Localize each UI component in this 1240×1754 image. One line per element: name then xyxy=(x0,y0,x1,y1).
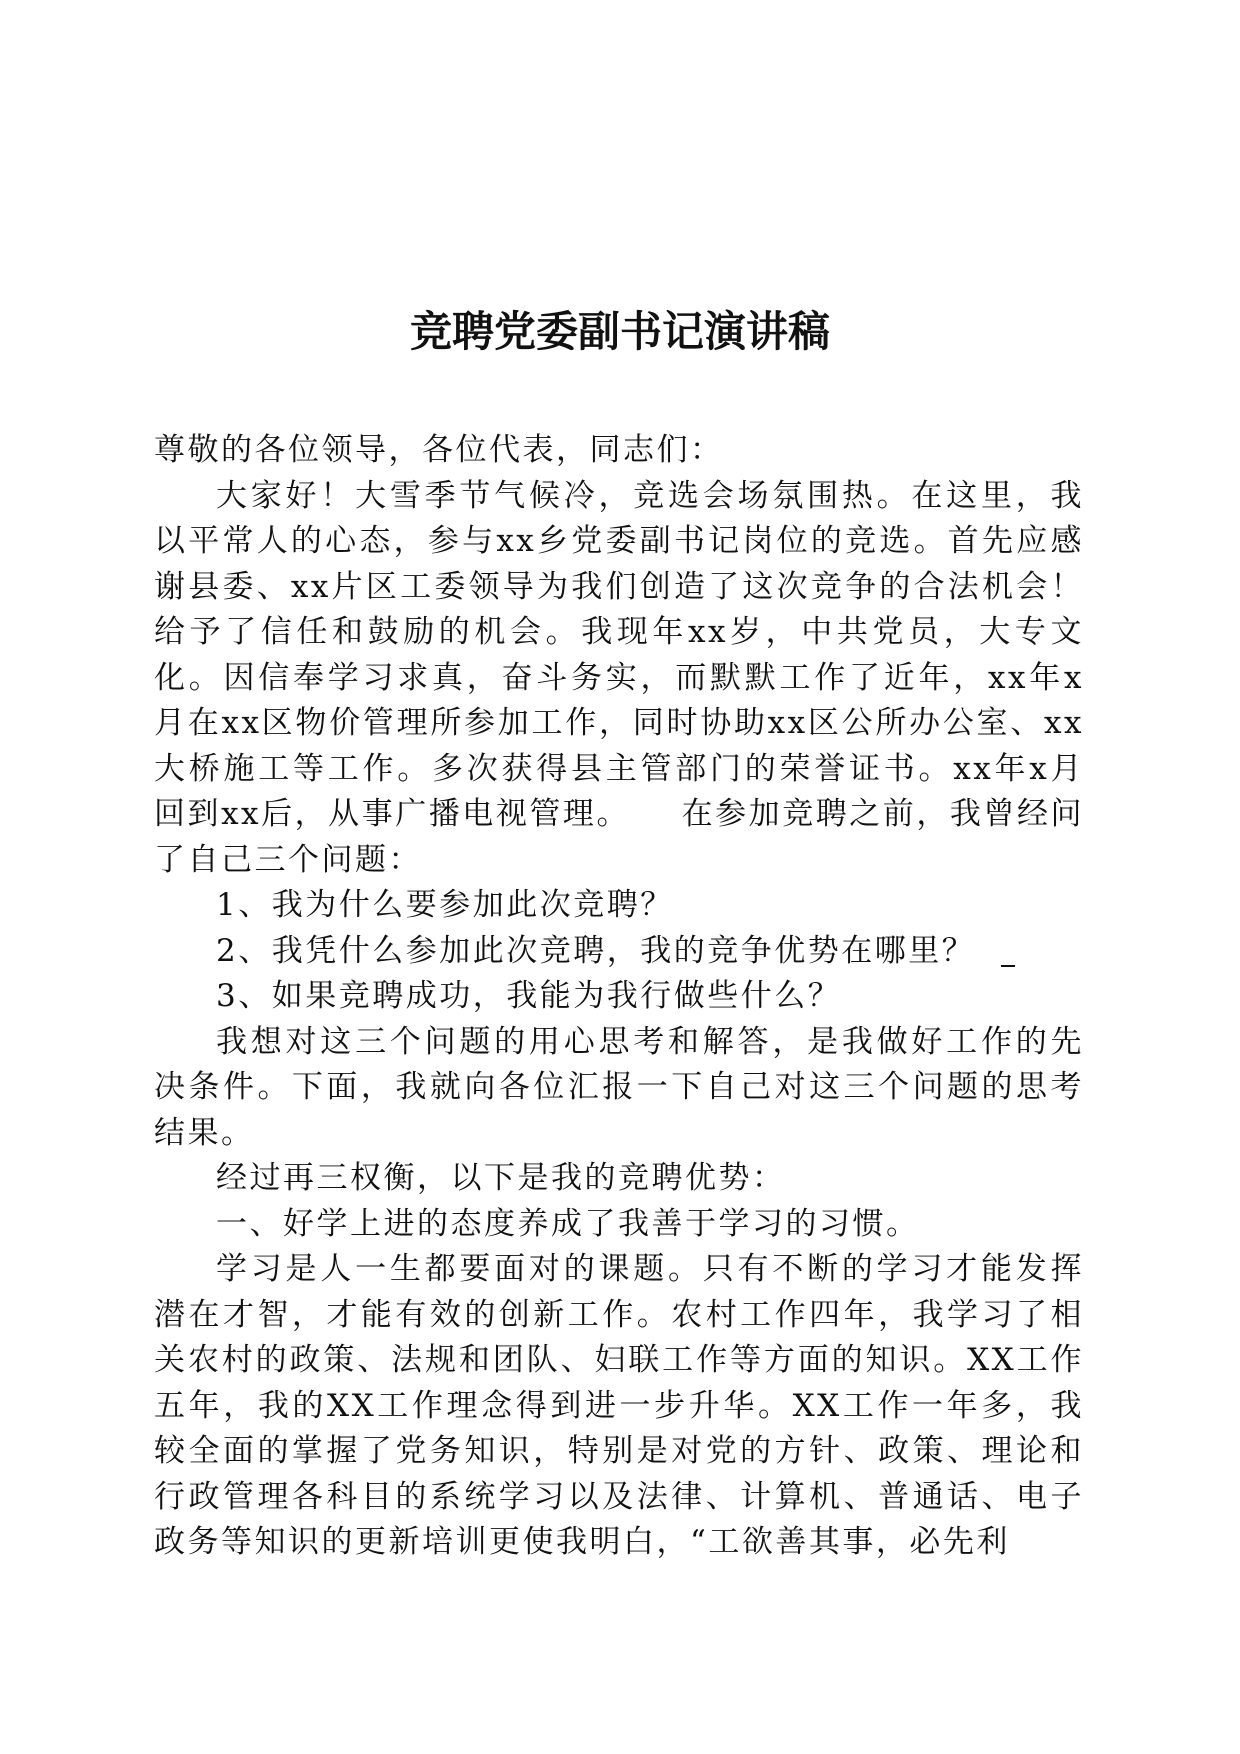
paragraph-reflection: 我想对这三个问题的用心思考和解答，是我做好工作的先决条件。下面，我就向各位汇报一下自己对这三个问题的思考结果。 xyxy=(154,1023,1084,1151)
stray-mark xyxy=(1001,965,1015,967)
question-1: 1、我为什么要参加此次竞聘？ xyxy=(216,887,674,923)
question-3: 3、如果竞聘成功，我能为我行做些什么？ xyxy=(216,978,842,1014)
document-title: 竞聘党委副书记演讲稿 xyxy=(409,307,830,356)
paragraph-intro: 大家好！大雪季节气候冷，竞选会场氛围热。在这里，我以平常人的心态，参与xx乡党委副书记岗位的竞选。首先应感谢县委、xx片区工委领导为我们创造了这次竞争的合法机会！给予了信任和鼓励的机会。我现年xx岁，中共党员，大专文化。因信奉学习求真，奋斗务实，而默默工作了近年，xx年x月在xx区物价管理所参加工作，同时协助xx区公所办公室、xx大桥施工等工作。多次获得县主管部门的荣誉证书。xx年x月回到xx后，从事广播电视管理。 在参加竞聘之前，我曾经问了自己三个问题： xyxy=(154,477,1084,878)
question-2 xyxy=(154,929,1084,975)
paragraph-advantages-intro: 经过再三权衡，以下是我的竞聘优势： xyxy=(216,1160,786,1196)
document-body xyxy=(154,428,1084,1566)
salutation: 尊敬的各位领导，各位代表，同志们： xyxy=(154,432,724,468)
question-2-text: 2、我凭什么参加此次竞聘，我的竞争优势在哪里？ xyxy=(216,932,976,969)
paragraph-learning: 学习是人一生都要面对的课题。只有不断的学习才能发挥潜在才智，才能有效的创新工作。农村工作四年，我学习了相关农村的政策、法规和团队、妇联工作等方面的知识。XX工作五年，我的XX工作理念得到进一步升华。XX工作一年多，我较全面的掌握了党务知识，特别是对党的方针、政策、理论和行政管理各科目的系统学习以及法律、计算机、普通话、电子政务等知识的更新培训更使我明白，“工欲善其事，必先利 xyxy=(154,1251,1084,1560)
section-heading-1: 一、好学上进的态度养成了我善于学习的习惯。 xyxy=(216,1205,920,1242)
